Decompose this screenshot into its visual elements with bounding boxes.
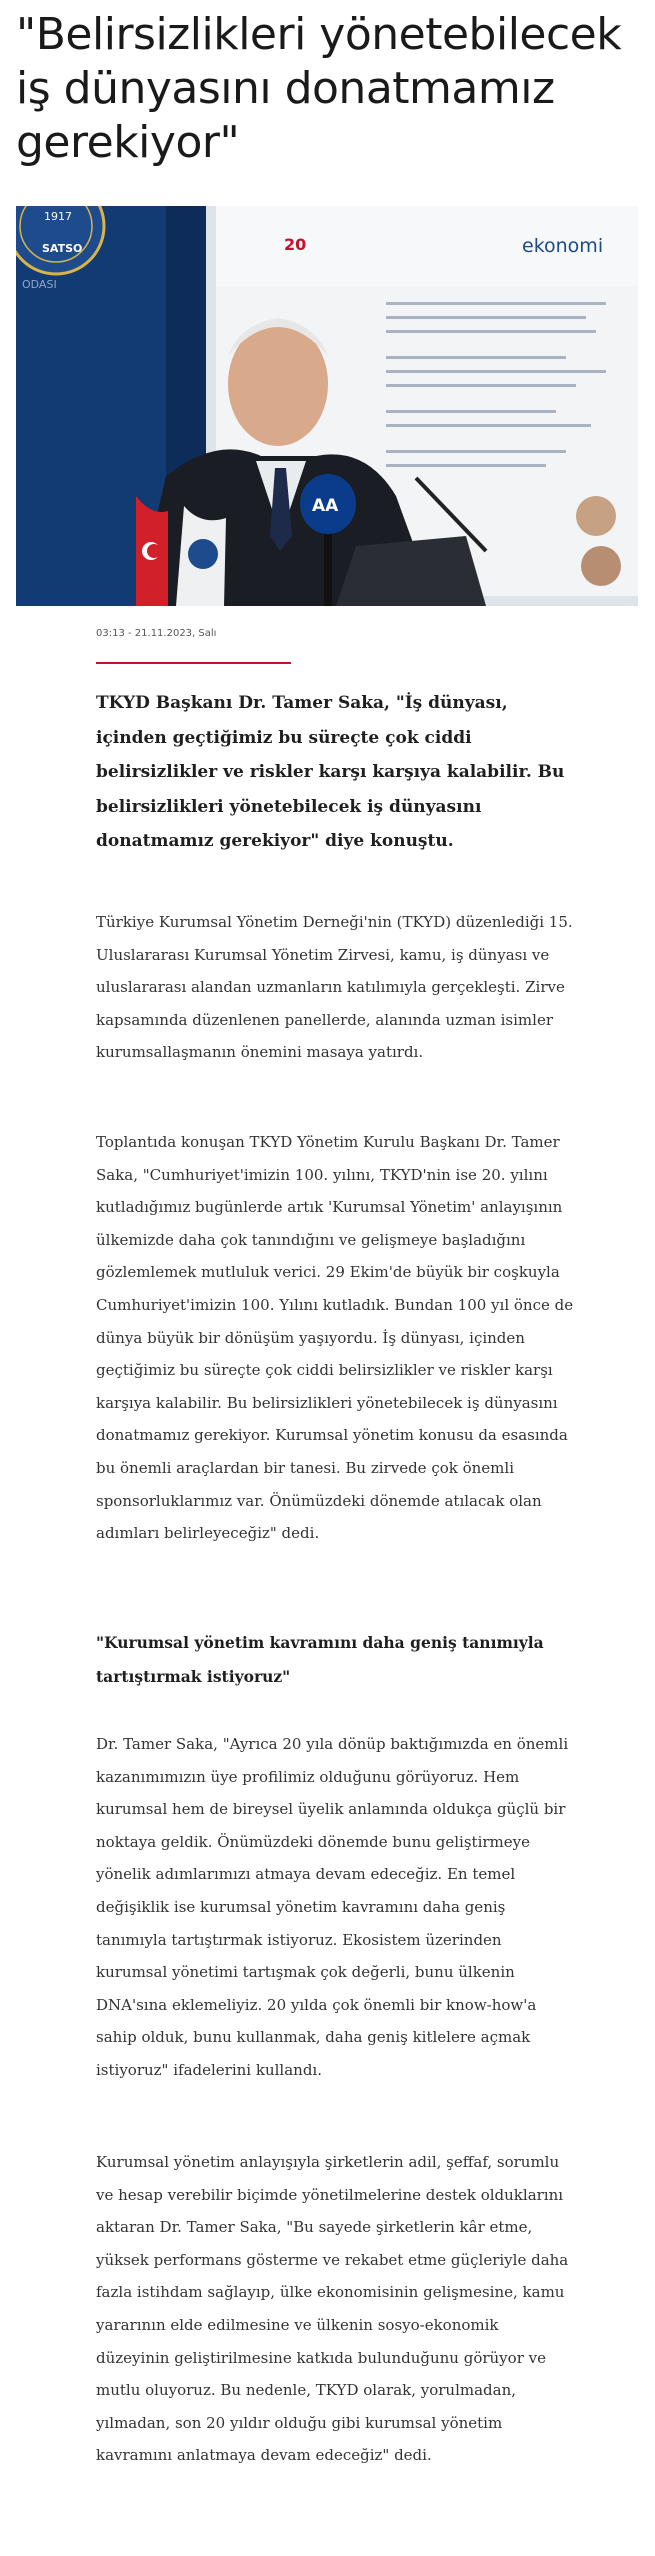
article-dateline: 03:13 - 21.11.2023, Salı (96, 628, 217, 639)
svg-text:1917: 1917 (44, 210, 72, 223)
banner-logo: ekonomi (522, 235, 604, 257)
svg-text:AA: AA (312, 496, 339, 516)
article-lead: TKYD Başkanı Dr. Tamer Saka, "İş dünyası, içinden geçtiğimiz bu süreçte çok ciddi belirsizlikler ve riskler karşı karşıya kalabilir. Bu belirsizlikleri yönetebilecek iş dünyasını donatmamız gerekiyor" diye konuştu. (96, 693, 565, 851)
article-paragraph-1: Türkiye Kurumsal Yönetim Derneği'nin (TKYD) düzenlediği 15. Uluslararası Kurumsal Yönetim Zirvesi, kamu, iş dünyası ve uluslararası alandan uzmanların katılımıyla gerçekleşti. Zirve kapsamında düzenlenen panellerde, alanında uzman isimler kurumsallaşmanın önemini masaya yatırdı. (96, 913, 573, 1062)
slide-number: 20 (284, 235, 307, 254)
article-photo (16, 206, 638, 606)
article-paragraph-2: Toplantıda konuşan TKYD Yönetim Kurulu Başkanı Dr. Tamer Saka, "Cumhuriyet'imizin 100. yılını, TKYD'nin ise 20. yılını kutladığımız bugünlerde artık 'Kurumsal Yönetim' anlayışının ülkemizde daha çok tanındığını ve gelişmeye başladığını gözlemlemek mutluluk verici. 29 Ekim'de büyük bir coşkuyla Cumhuriyet'imizin 100. Yılını kutladık. Bundan 100 yıl önce de dünya büyük bir dönüşüm yaşıyordu. İş dünyası, içinden geçtiğimiz bu süreçte çok ciddi belirsizlikler ve riskler karşı karşıya kalabilir. Bu belirsizlikleri yönetebilecek iş dünyasını donatmamız gerekiyor. Kurumsal yönetim konusu da esasında bu önemli araçlardan bir tanesi. Bu zirvede çok önemli sponsorluklarımız var. Önümüzdeki dönemde atılacak olan adımları belirleyeceğiz" dedi. (96, 1133, 574, 1543)
article-paragraph-3: Dr. Tamer Saka, "Ayrıca 20 yıla dönüp baktığımızda en önemli kazanımımızın üye profilimiz olduğunu görüyoruz. Hem kurumsal hem de bireysel üyelik anlamında oldukça güçlü bir noktaya geldik. Önümüzdeki dönemde bunu geliştirmeye yönelik adımlarımızı atmaya devam edeceğiz. En temel değişiklik ise kurumsal yönetim kavramını daha geniş tanımıyla tartıştırmak istiyoruz. Ekosistem üzerinden kurumsal yönetimi tartışmak çok değerli, bunu ülkenin DNA'sına eklemeliyiz. 20 yılda çok önemli bir know-how'a sahip olduk, bunu kullanmak, daha geniş kitlelere açmak istiyoruz" ifadelerini kullandı. (96, 1735, 569, 2079)
accent-divider (96, 662, 291, 664)
svg-text:ODASI: ODASI (22, 278, 57, 291)
article-title: "Belirsizlikleri yönetebilecek iş dünyasını donatmamız gerekiyor" (16, 9, 622, 168)
svg-text:SATSO: SATSO (42, 242, 83, 255)
article-paragraph-4: Kurumsal yönetim anlayışıyla şirketlerin adil, şeffaf, sorumlu ve hesap verebilir biçimde yönetilmelerine destek olduklarını aktaran Dr. Tamer Saka, "Bu sayede şirketlerin kâr etme, yüksek performans gösterme ve rekabet etme güçleriyle daha fazla istihdam sağlayıp, ülke ekonomisinin gelişmesine, kamu yararının elde edilmesine ve ülkenin sosyo-ekonomik düzeyinin geliştirilmesine katkıda bulunduğunu görüyor ve mutlu oluyoruz. Bu nedenle, TKYD olarak, yorulmadan, yılmadan, son 20 yıldır olduğu gibi kurumsal yönetim kavramını anlatmaya devam edeceğiz" dedi. (96, 2153, 569, 2465)
article-subheading: "Kurumsal yönetim kavramını daha geniş tanımıyla tartıştırmak istiyoruz" (96, 1633, 544, 1686)
